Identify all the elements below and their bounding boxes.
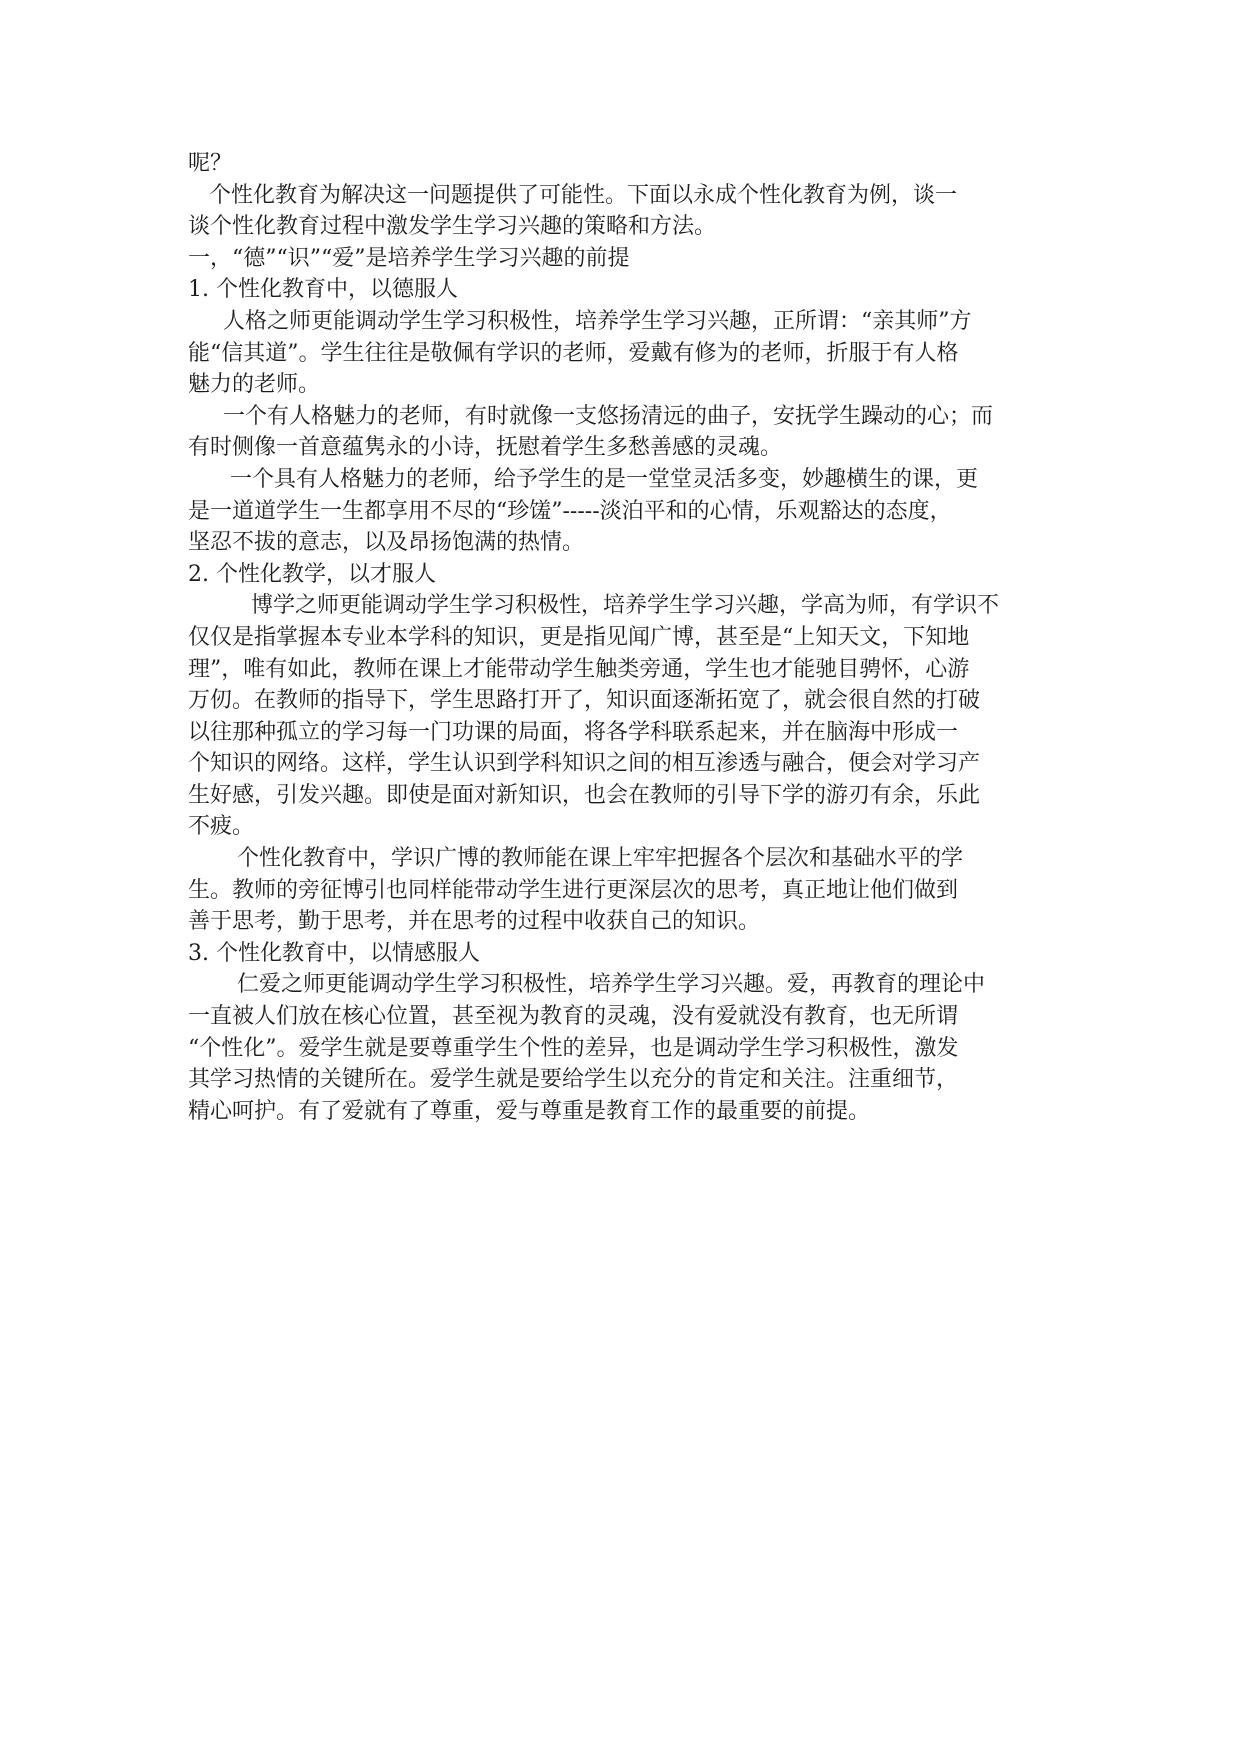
text-line: 其学习热情的关键所在。爱学生就是要给学生以充分的肯定和关注。注重细节， xyxy=(188,1067,959,1093)
text-line: 不疲。 xyxy=(188,814,255,840)
subsection-heading: 1. 个性化教育中，以德服人 xyxy=(188,277,458,303)
subsection-heading: 2. 个性化教学，以才服人 xyxy=(188,561,436,587)
text-line: 精心呵护。有了爱就有了尊重，爱与尊重是教育工作的最重要的前提。 xyxy=(188,1098,871,1124)
text-line: 魅力的老师。 xyxy=(188,372,321,398)
text-line: 有时侧像一首意蕴隽永的小诗，抚慰着学生多愁善感的灵魂。 xyxy=(188,435,783,461)
text-line: 仅仅是指掌握本专业本学科的知识，更是指见闻广博，甚至是“上知天文，下知地 xyxy=(188,624,970,650)
text-line: 个性化教育中，学识广博的教师能在课上牢牢把握各个层次和基础水平的学 xyxy=(188,846,963,872)
text-line: 博学之师更能调动学生学习积极性，培养学生学习兴趣，学高为师，有学识不 xyxy=(188,593,999,619)
text-line: 坚忍不拔的意志，以及昂扬饱满的热情。 xyxy=(188,530,585,556)
subsection-heading: 3. 个性化教育中，以情感服人 xyxy=(188,940,480,966)
text-line: 是一道道学生一生都享用不尽的“珍馐”-----淡泊平和的心情，乐观豁达的态度， xyxy=(188,498,952,524)
text-line: 以往那种孤立的学习每一门功课的局面，将各学科联系起来，并在脑海中形成一 xyxy=(188,719,959,745)
text-line: 个性化教育为解决这一问题提供了可能性。下面以永成个性化教育为例，谈一 xyxy=(188,182,957,208)
text-line: “个性化”。爱学生就是要尊重学生个性的差异，也是调动学生学习积极性，激发 xyxy=(188,1035,959,1061)
text-line: 个知识的网络。这样，学生认识到学科知识之间的相互渗透与融合，便会对学习产 xyxy=(188,751,981,777)
text-line: 能“信其道”。学生往往是敬佩有学识的老师，爱戴有修为的老师，折服于有人格 xyxy=(188,340,959,366)
text-line: 生好感，引发兴趣。即使是面对新知识，也会在教师的引导下学的游刃有余，乐此 xyxy=(188,782,981,808)
section-heading: 一，“德”“识”“爱”是培养学生学习兴趣的前提 xyxy=(188,245,630,271)
text-line: 人格之师更能调动学生学习积极性，培养学生学习兴趣，正所谓：“亲其师”方 xyxy=(188,308,972,334)
text-line: 万仞。在教师的指导下，学生思路打开了，知识面逐渐拓宽了，就会很自然的打破 xyxy=(188,688,981,714)
text-line: 一个具有人格魅力的老师，给予学生的是一堂堂灵活多变，妙趣横生的课，更 xyxy=(188,466,978,492)
text-line: 谈个性化教育过程中激发学生学习兴趣的策略和方法。 xyxy=(188,214,717,240)
text-line: 一直被人们放在核心位置，甚至视为教育的灵魂，没有爱就没有教育，也无所谓 xyxy=(188,1004,959,1030)
text-line: 善于思考，勤于思考，并在思考的过程中收获自己的知识。 xyxy=(188,909,761,935)
document-body xyxy=(188,148,1068,1127)
text-line: 生。教师的旁征博引也同样能带动学生进行更深层次的思考，真正地让他们做到 xyxy=(188,877,959,903)
text-line: 理”，唯有如此，教师在课上才能带动学生触类旁通，学生也才能驰目骋怀，心游 xyxy=(188,656,970,682)
text-line: 仁爱之师更能调动学生学习积极性，培养学生学习兴趣。爱，再教育的理论中 xyxy=(188,972,985,998)
text-line: 一个有人格魅力的老师，有时就像一支悠扬清远的曲子，安抚学生躁动的心；而 xyxy=(188,403,993,429)
text-line: 呢？ xyxy=(188,151,233,176)
